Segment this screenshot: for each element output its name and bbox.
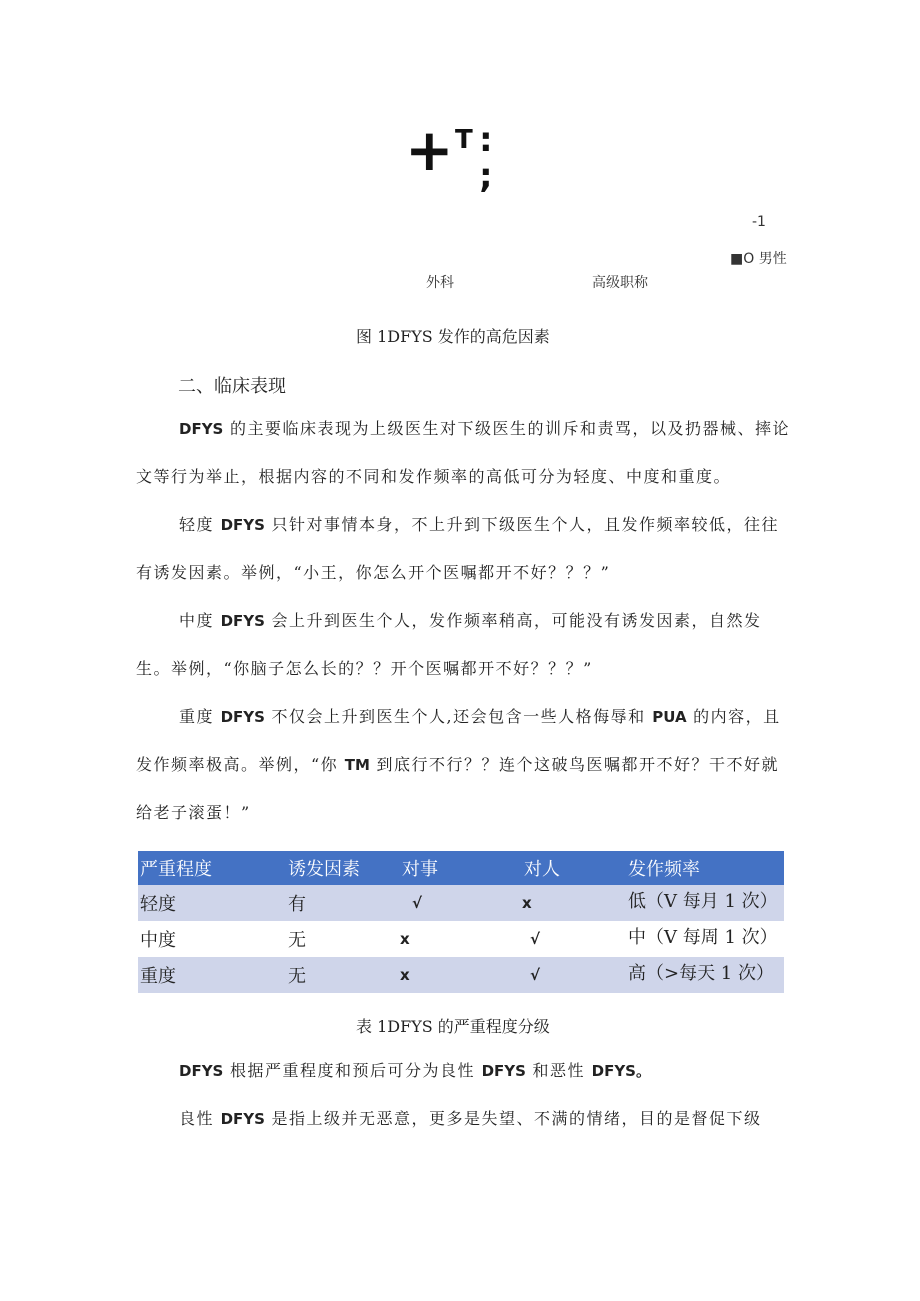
cell-severity: 重度: [138, 957, 286, 993]
cell-frequency: 中（V 每周 1 次）: [626, 921, 784, 957]
header-frequency: 发作频率: [626, 851, 784, 885]
table-caption: 表 1DFYS 的严重程度分级: [356, 1017, 550, 1036]
paragraph-classification: DFYS 根据严重程度和预后可分为良性 DFYS 和恶性 DFYS。: [179, 1061, 651, 1080]
cell-to-matter: x: [400, 921, 522, 957]
logo-plus: +: [405, 116, 454, 184]
paragraph-moderate: 中度 DFYS 会上升到医生个人，发作频率稍高，可能没有诱发因素，自然发生。举例，“你脑子怎么长的？？开个医嘱都开不好？？？”: [136, 611, 762, 678]
logo-t: T: [455, 125, 473, 155]
cell-to-person: √: [522, 921, 626, 957]
paragraph-overview: DFYS 的主要临床表现为上级医生对下级医生的训斥和责骂，以及扔器械、摔论文等行为举止，根据内容的不同和发作频率的高低可分为轻度、中度和重度。: [136, 419, 790, 486]
body-text: [136, 405, 796, 837]
paragraph-mild: 轻度 DFYS 只针对事情本身，不上升到下级医生个人，且发作频率较低，往往有诱发因素。举例，“小王，你怎么开个医嘱都开不好？？？”: [136, 515, 780, 582]
figure-category-senior: 高级职称: [592, 275, 648, 291]
figure-caption: 图 1DFYS 发作的高危因素: [356, 327, 550, 346]
severity-table: [138, 851, 784, 993]
figure-corner-value: -1: [752, 214, 766, 230]
paragraph-severe: 重度 DFYS 不仅会上升到医生个人,还会包含一些人格侮辱和 PUA 的内容，且发作频率极高。举例，“你 TM 到底行不行？？连个这破鸟医嘱都开不好？干不好就给老子滚蛋！”: [136, 707, 781, 822]
figure-category-surgery: 外科: [426, 275, 454, 291]
cell-severity: 轻度: [138, 885, 286, 921]
logo-colon-lower: ;: [479, 156, 495, 196]
cell-to-person: x: [522, 885, 626, 921]
table-row: [138, 957, 784, 993]
cell-to-person: √: [522, 957, 626, 993]
logo-colon-upper: :: [479, 120, 495, 160]
cell-trigger: 无: [286, 957, 400, 993]
body-text-continued: [136, 1047, 796, 1143]
figure-legend-label: ■O 男性: [730, 251, 787, 267]
cell-to-matter: x: [400, 957, 522, 993]
cell-frequency: 高（>每天 1 次）: [626, 957, 784, 993]
header-severity: 严重程度: [138, 851, 286, 885]
cell-to-matter: √: [400, 885, 522, 921]
cell-frequency: 低（V 每月 1 次）: [626, 885, 784, 921]
section-heading: 二、临床表现: [178, 376, 286, 397]
header-to-matter: 对事: [400, 851, 522, 885]
cell-severity: 中度: [138, 921, 286, 957]
header-trigger: 诱发因素: [286, 851, 400, 885]
paragraph-benign: 良性 DFYS 是指上级并无恶意，更多是失望、不满的情绪，目的是督促下级: [179, 1109, 762, 1128]
header-to-person: 对人: [522, 851, 626, 885]
table-row: [138, 885, 784, 921]
table-header-row: [138, 851, 784, 885]
cell-trigger: 无: [286, 921, 400, 957]
table-row: [138, 921, 784, 957]
cell-trigger: 有: [286, 885, 400, 921]
